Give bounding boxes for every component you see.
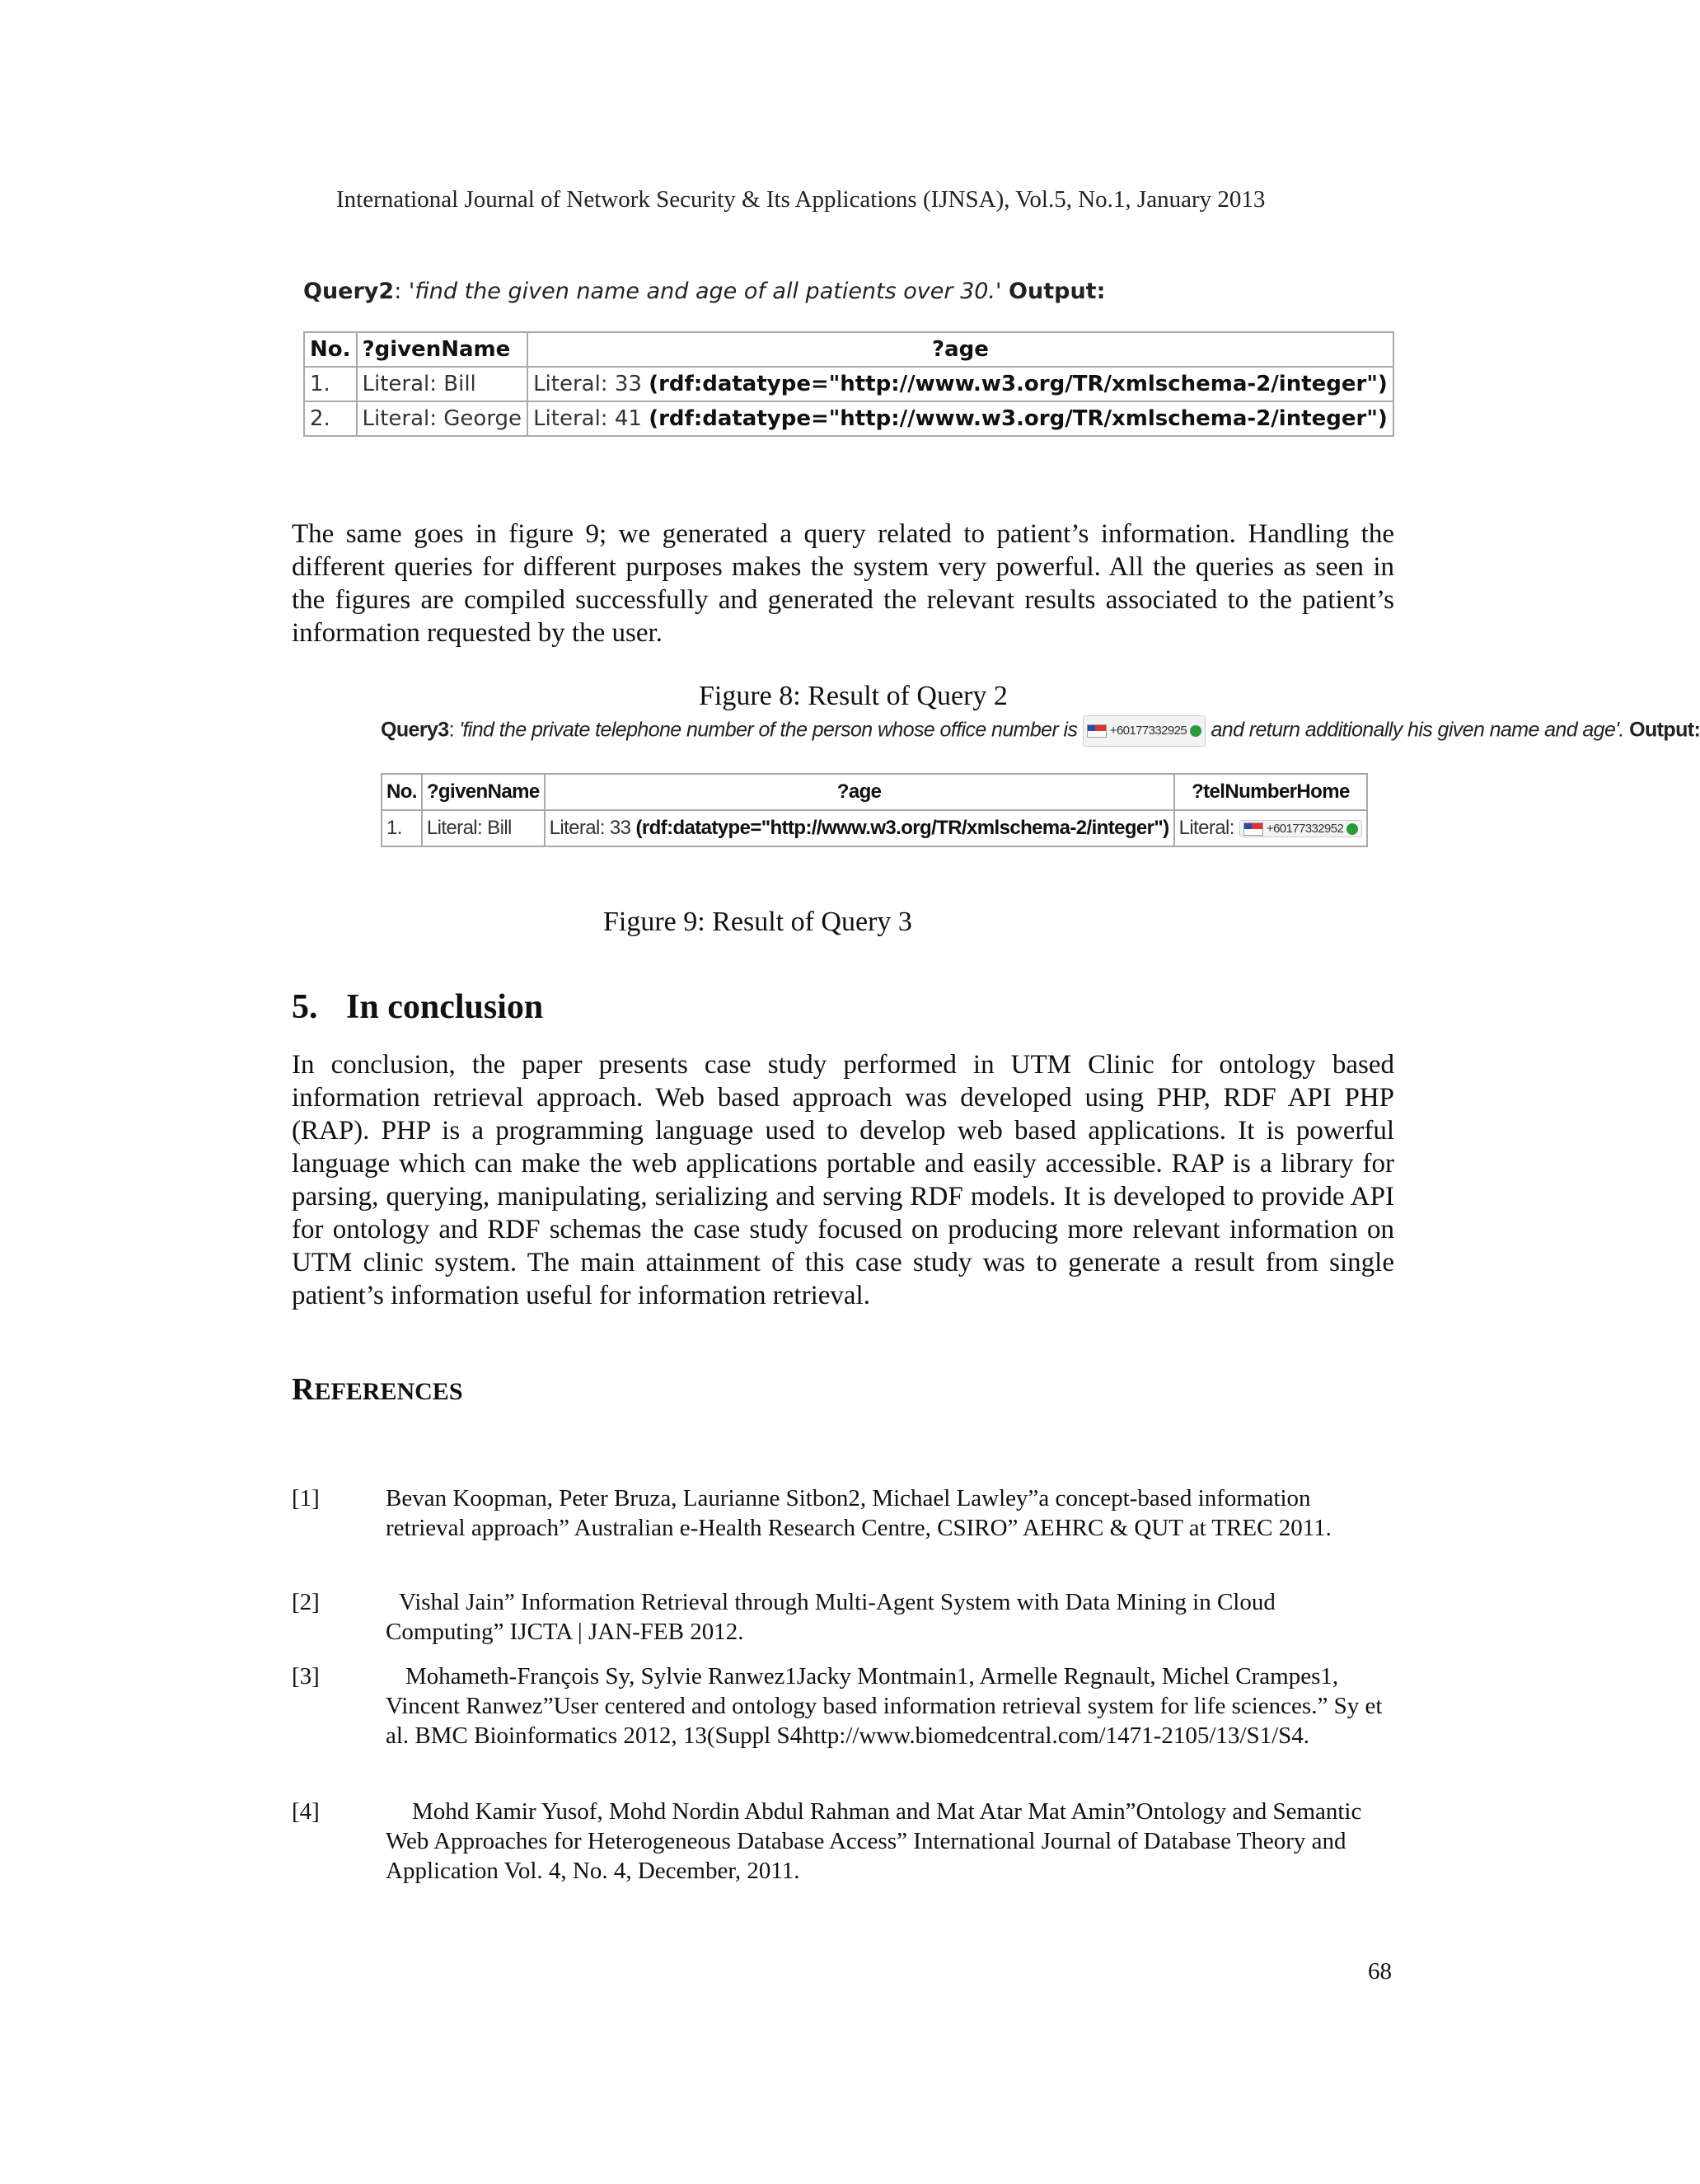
age-datatype: (rdf:datatype="http://www.w3.org/TR/xmlschema-2/integer") (649, 372, 1388, 396)
query2-label: Query2 (303, 279, 395, 304)
query3-result-table (381, 773, 1368, 847)
query2-output-label: Output: (1009, 279, 1106, 304)
references-heading-initial: R (292, 1372, 315, 1407)
tel-number: +60177332952 (1266, 822, 1344, 837)
column-header-no: No. (382, 774, 422, 810)
section-title: In conclusion (346, 988, 544, 1026)
query3-colon: : (448, 718, 460, 742)
figure-9-query3-result (381, 715, 1700, 847)
cell-givenname: Literal: Bill (422, 810, 545, 846)
reference-item (292, 1483, 1396, 1543)
query2-text: 'find the given name and age of all patients over 30.' (408, 279, 1002, 304)
column-header-age: ?age (527, 332, 1393, 367)
cell-no: 1. (382, 810, 422, 846)
flag-icon (1087, 724, 1107, 738)
cell-givenname: Literal: Bill (357, 367, 528, 401)
conclusion-paragraph: In conclusion, the paper presents case study performed in UTM Clinic for ontology based information retrieval approach. Web based approach was developed using PHP, RDF API PHP (RAP). PHP is a programming language used to develop web based applications. It is powerful language which can make the web applications portable and easily accessible. RAP is a library for parsing, querying, manipulating, serializing and serving RDF models. It is developed to provide API for ontology and RDF schemas the case study focused on producing more relevant information on UTM clinic system. The main attainment of this case study was to generate a result from single patient’s information useful for information retrieval. (292, 1050, 1394, 1310)
running-header: International Journal of Network Security & Its Applications (IJNSA), Vol.5, No.1, January 2013 (336, 186, 1266, 213)
page-number: 68 (1368, 1958, 1392, 1985)
cell-age (527, 367, 1393, 401)
column-header-givenname: ?givenName (422, 774, 545, 810)
reference-tag: [3] (292, 1663, 320, 1690)
table-row (304, 401, 1393, 436)
references-heading (292, 1371, 463, 1408)
tel-literal: Literal: (1178, 817, 1234, 839)
section-number: 5. (292, 988, 318, 1026)
query2-colon: : (394, 279, 409, 304)
reference-text: Mohd Kamir Yusof, Mohd Nordin Abdul Rahman and Mat Atar Mat Amin”Ontology and Semantic Web Approaches for Heterogeneous Database Access” International Journal of Database Theory and Application Vol. 4, No. 4, December, 2011. (386, 1798, 1362, 1884)
query3-label: Query3 (381, 718, 449, 742)
cell-age (527, 401, 1393, 436)
query3-output-label: Output: (1629, 718, 1700, 742)
reference-item (292, 1587, 1396, 1647)
age-datatype: (rdf:datatype="http://www.w3.org/TR/xmlschema-2/integer") (649, 406, 1388, 431)
reference-text: Bevan Koopman, Peter Bruza, Laurianne Sitbon2, Michael Lawley”a concept-based information retrieval approach” Australian e-Health Research Centre, CSIRO” AEHRC & QUT at TREC 2011. (386, 1485, 1332, 1541)
office-number-chip (1083, 715, 1206, 747)
table-header-row (304, 332, 1393, 367)
cell-age (545, 810, 1174, 846)
cell-no: 2. (304, 401, 357, 436)
table-row (382, 810, 1367, 846)
cell-telnumberhome (1174, 810, 1368, 846)
column-header-no: No. (304, 332, 357, 367)
query3-text-before: 'find the private telephone number of the person whose office number is (459, 718, 1078, 742)
office-number: +60177332925 (1109, 724, 1187, 738)
column-header-givenname: ?givenName (357, 332, 528, 367)
reference-tag: [4] (292, 1798, 320, 1825)
paragraph-figure9-intro: The same goes in figure 9; we generated a query related to patient’s information. Handling the different queries for different purposes makes the system very powerful. All the queries as seen in the figures are compiled successfully and generated the relevant results associated to the patient’s information requested by the user. (292, 519, 1394, 648)
query3-heading (381, 715, 1700, 747)
references-heading-rest: EFERENCES (314, 1378, 463, 1405)
reference-text: Mohameth-François Sy, Sylvie Ranwez1Jacky Montmain1, Armelle Regnault, Michel Crampes1, Vincent Ranwez”User centered and ontology based information retrieval system for life sciences.” Sy et al. BMC Bioinformatics 2012, 13(Suppl S4http://www.biomedcentral.com/1471-2105/13/S1/S4. (386, 1663, 1383, 1749)
query2-heading (303, 277, 1375, 307)
column-header-telnumberhome: ?telNumberHome (1174, 774, 1368, 810)
age-literal: Literal: 33 (533, 372, 642, 396)
reference-text: Vishal Jain” Information Retrieval through Multi-Agent System with Data Mining in Cloud Computing” IJCTA | JAN-FEB 2012. (386, 1589, 1276, 1645)
flag-icon (1243, 823, 1263, 836)
query2-result-table (303, 331, 1394, 437)
reference-tag: [2] (292, 1589, 320, 1615)
figure-9-caption: Figure 9: Result of Query 3 (603, 907, 912, 937)
check-icon (1190, 725, 1201, 737)
reference-tag: [1] (292, 1485, 320, 1511)
figure-8-caption: Figure 8: Result of Query 2 (699, 681, 1008, 711)
age-literal: Literal: 41 (533, 406, 642, 431)
section-heading (292, 987, 543, 1027)
check-icon (1346, 823, 1358, 835)
age-literal: Literal: 33 (549, 817, 631, 839)
query3-text-after: and return additionally his given name and age'. (1211, 718, 1624, 742)
tel-number-chip (1239, 820, 1362, 837)
reference-item (292, 1797, 1396, 1886)
age-datatype: (rdf:datatype="http://www.w3.org/TR/xmlschema-2/integer") (635, 817, 1169, 839)
table-row (304, 367, 1393, 401)
cell-no: 1. (304, 367, 357, 401)
table-header-row (382, 774, 1367, 810)
column-header-age: ?age (545, 774, 1174, 810)
reference-item (292, 1661, 1396, 1750)
cell-givenname: Literal: George (357, 401, 528, 436)
figure-8-query2-result (303, 277, 1388, 437)
